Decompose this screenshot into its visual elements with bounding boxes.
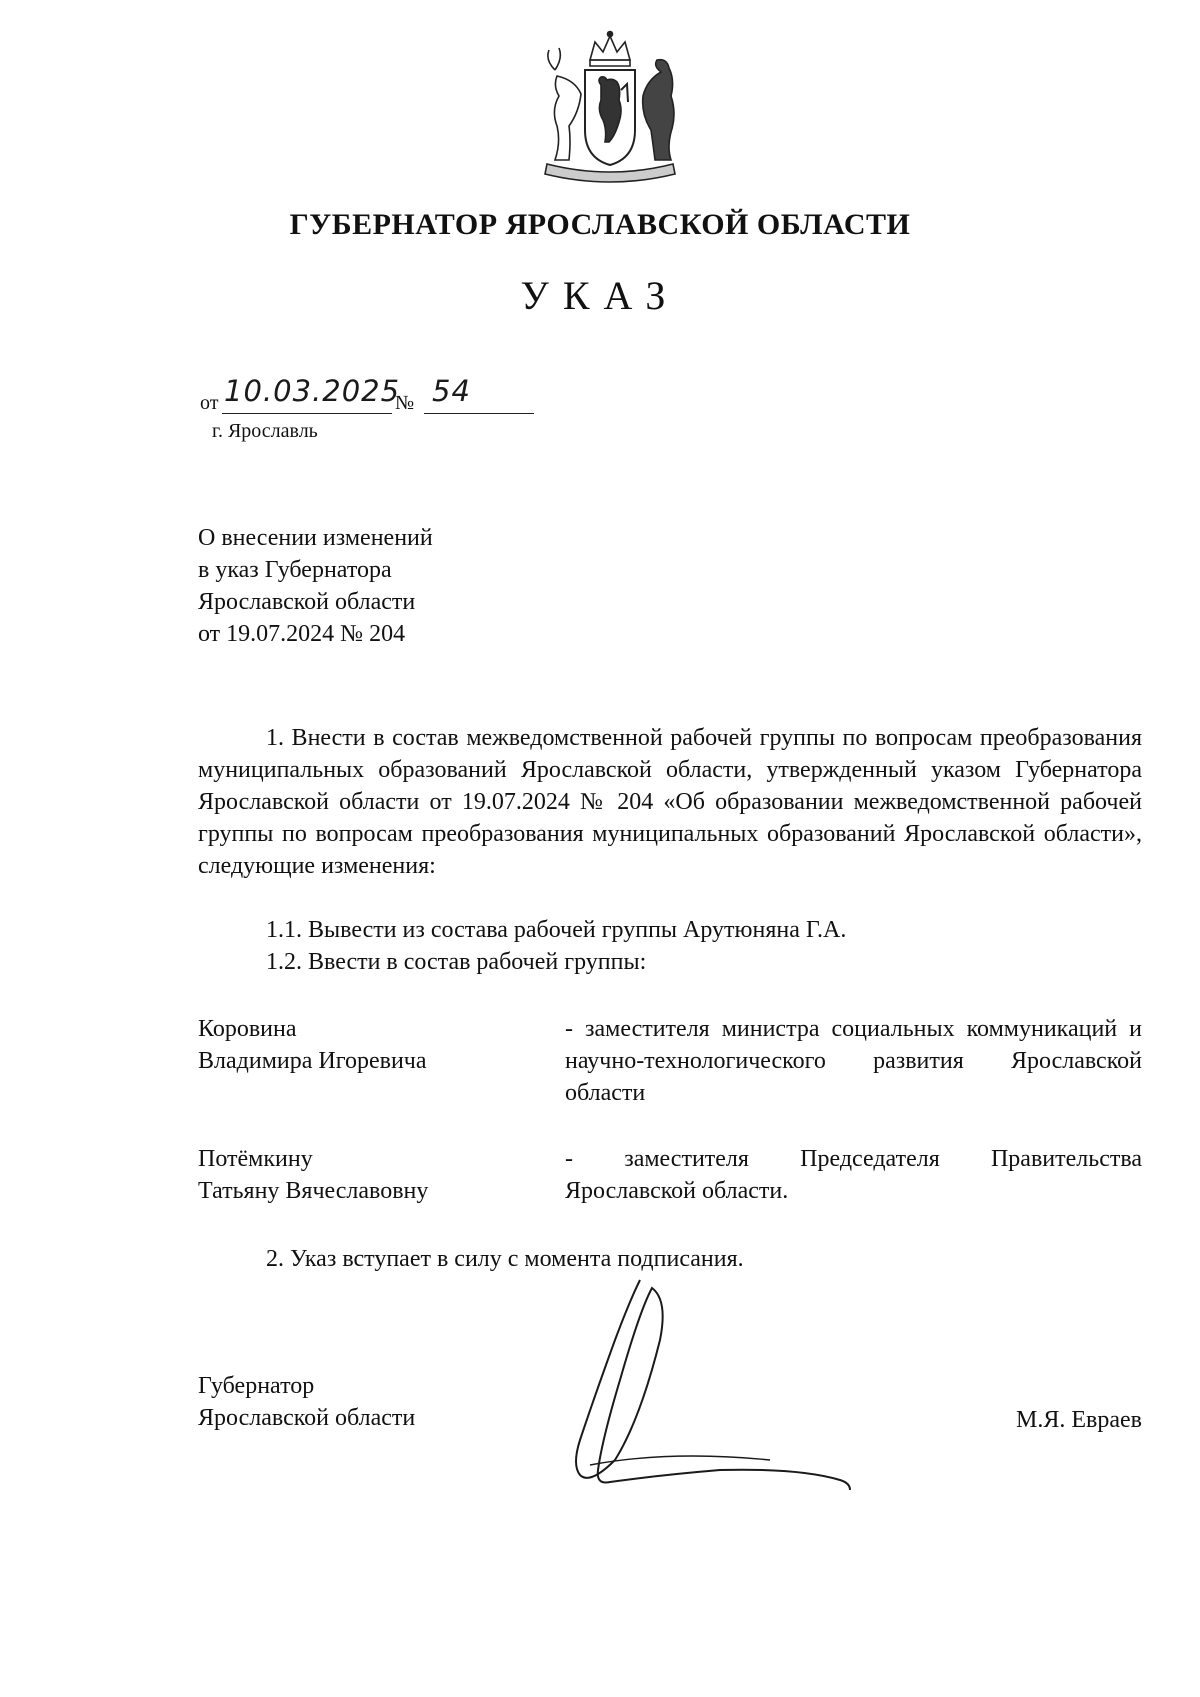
paragraph-1-2: 1.2. Ввести в состав рабочей группы: (266, 949, 647, 975)
document-subject (198, 522, 433, 650)
subject-line: О внесении изменений (198, 525, 433, 551)
subject-line: в указ Губернатора (198, 557, 392, 583)
member-1-given-names: Владимира Игоревича (198, 1048, 427, 1074)
handwritten-signature (520, 1270, 940, 1520)
date-prefix: от (200, 392, 219, 414)
signatory-title (198, 1370, 415, 1434)
member-2-name (198, 1143, 428, 1207)
paragraph-1-1: 1.1. Вывести из состава рабочей группы Арутюняна Г.А. (266, 917, 847, 943)
issuer-title: ГУБЕРНАТОР ЯРОСЛАВСКОЙ ОБЛАСТИ (289, 208, 911, 241)
member-1-surname: Коровина (198, 1016, 297, 1042)
subject-line: Ярославской области (198, 589, 416, 615)
document-type: УКАЗ (520, 273, 680, 318)
coat-of-arms-emblem (535, 30, 685, 190)
handwritten-date: 10.03.2025 (224, 374, 401, 408)
subject-line: от 19.07.2024 № 204 (198, 621, 406, 647)
signatory-title-line: Ярославской области (198, 1405, 416, 1431)
member-2-given-names: Татьяну Вячеславовну (198, 1178, 429, 1204)
member-1-role: - заместителя министра социальных коммуникаций и научно-технологического развития Ярославской области (565, 1016, 1142, 1106)
paragraph-2: 2. Указ вступает в силу с момента подписания. (266, 1246, 744, 1272)
signatory-title-line: Губернатор (198, 1373, 315, 1399)
number-underline (424, 413, 534, 414)
date-underline (222, 413, 392, 414)
member-2-surname: Потёмкину (198, 1146, 313, 1172)
member-1-name (198, 1013, 427, 1077)
paragraph-1: 1. Внести в состав межведомственной рабочей группы по вопросам преобразования муниципальных образований Ярославской области, утвержденный указом Губернатора Ярославской области от 19.07.2024 № 204 «Об образовании межведомственной рабочей группы по вопросам преобразования муниципальных образований Ярославской области», следующие изменения: (198, 725, 1142, 879)
signatory-name: М.Я. Евраев (1016, 1407, 1142, 1433)
number-sign: № (395, 392, 415, 414)
handwritten-number: 54 (432, 374, 471, 408)
date-number-line (200, 374, 560, 420)
place-of-issue: г. Ярославль (212, 420, 318, 442)
member-2-role: - заместителя Председателя Правительства Ярославской области. (565, 1146, 1142, 1204)
